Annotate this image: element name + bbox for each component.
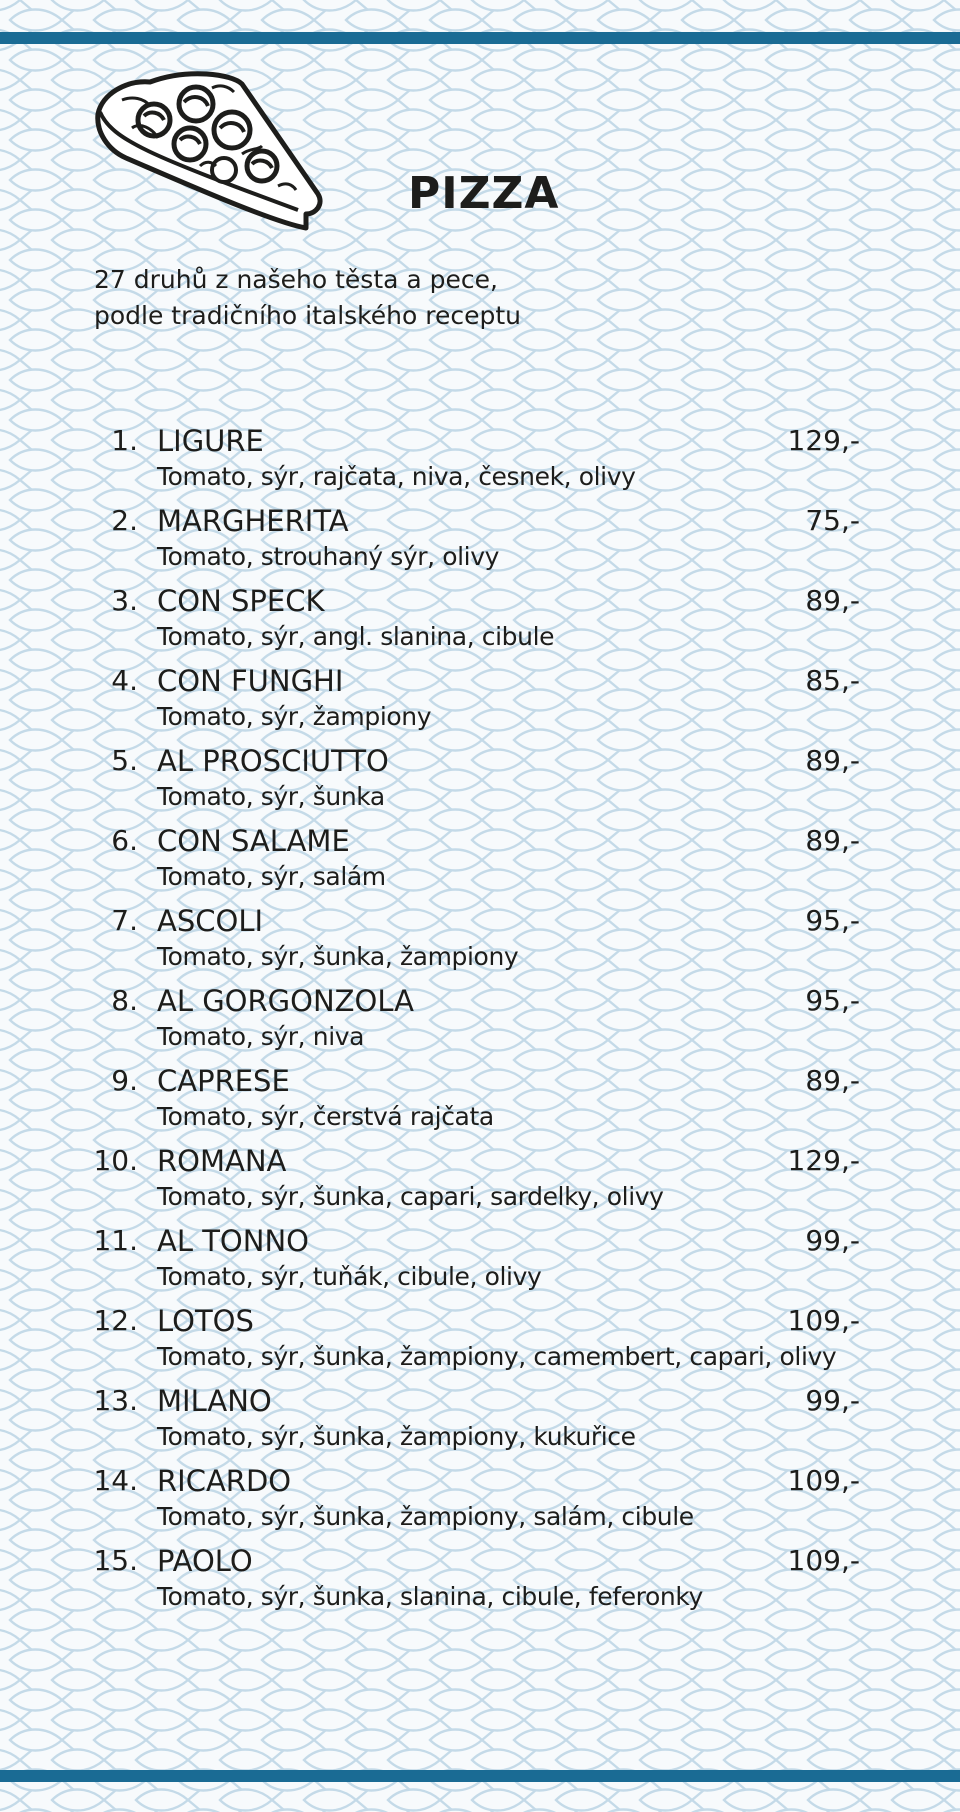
item-price: 75,- xyxy=(805,504,860,537)
item-name: CAPRESE xyxy=(157,1064,290,1098)
item-price: 109,- xyxy=(787,1544,860,1577)
item-name: AL GORGONZOLA xyxy=(157,984,415,1018)
menu-item xyxy=(0,901,960,981)
item-description: Tomato, sýr, niva xyxy=(157,1022,365,1051)
item-name: PAOLO xyxy=(157,1544,253,1578)
item-price: 85,- xyxy=(805,664,860,697)
item-price: 129,- xyxy=(787,424,860,457)
item-name: ASCOLI xyxy=(157,904,264,938)
intro-line-1: 27 druhů z našeho těsta a pece, xyxy=(94,265,498,294)
item-price: 99,- xyxy=(805,1224,860,1257)
item-description: Tomato, strouhaný sýr, olivy xyxy=(157,542,499,571)
item-name: LOTOS xyxy=(157,1304,254,1338)
item-price: 89,- xyxy=(805,824,860,857)
item-name: ROMANA xyxy=(157,1144,287,1178)
menu-item xyxy=(0,1221,960,1301)
item-number: 12. xyxy=(93,1304,138,1337)
menu-item xyxy=(0,1381,960,1461)
item-price: 95,- xyxy=(805,984,860,1017)
item-name: CON FUNGHI xyxy=(157,664,344,698)
item-description: Tomato, sýr, čerstvá rajčata xyxy=(157,1102,494,1131)
item-description: Tomato, sýr, tuňák, cibule, olivy xyxy=(157,1262,542,1291)
item-description: Tomato, sýr, šunka xyxy=(157,782,385,811)
item-number: 11. xyxy=(93,1224,138,1257)
item-name: MARGHERITA xyxy=(157,504,349,538)
pizza-list xyxy=(0,421,960,1621)
menu-item xyxy=(0,821,960,901)
menu-item xyxy=(0,1301,960,1381)
item-number: 15. xyxy=(93,1544,138,1577)
item-name: AL PROSCIUTTO xyxy=(157,744,389,778)
item-number: 1. xyxy=(111,424,138,457)
item-number: 7. xyxy=(111,904,138,937)
menu-item xyxy=(0,1141,960,1221)
item-description: Tomato, sýr, rajčata, niva, česnek, olivy xyxy=(157,462,636,491)
item-description: Tomato, sýr, šunka, slanina, cibule, feferonky xyxy=(157,1582,703,1611)
bottom-border-band xyxy=(0,1770,960,1782)
menu-item xyxy=(0,501,960,581)
item-number: 3. xyxy=(111,584,138,617)
item-number: 6. xyxy=(111,824,138,857)
item-number: 5. xyxy=(111,744,138,777)
intro-line-2: podle tradičního italského receptu xyxy=(94,301,521,330)
item-description: Tomato, sýr, šunka, žampiony, kukuřice xyxy=(157,1422,636,1451)
menu-item xyxy=(0,1461,960,1541)
item-number: 9. xyxy=(111,1064,138,1097)
pizza-slice-icon xyxy=(92,70,328,236)
item-price: 129,- xyxy=(787,1144,860,1177)
menu-item xyxy=(0,581,960,661)
menu-intro xyxy=(94,262,521,334)
item-name: MILANO xyxy=(157,1384,272,1418)
item-description: Tomato, sýr, šunka, capari, sardelky, olivy xyxy=(157,1182,664,1211)
menu-item xyxy=(0,661,960,741)
item-price: 109,- xyxy=(787,1304,860,1337)
item-price: 89,- xyxy=(805,584,860,617)
item-name: RICARDO xyxy=(157,1464,292,1498)
item-number: 14. xyxy=(93,1464,138,1497)
item-number: 10. xyxy=(93,1144,138,1177)
item-price: 89,- xyxy=(805,1064,860,1097)
item-number: 8. xyxy=(111,984,138,1017)
item-name: AL TONNO xyxy=(157,1224,309,1258)
top-border-band xyxy=(0,32,960,44)
menu-item xyxy=(0,1541,960,1621)
item-description: Tomato, sýr, angl. slanina, cibule xyxy=(157,622,555,651)
item-description: Tomato, sýr, šunka, žampiony xyxy=(157,942,519,971)
item-name: CON SALAME xyxy=(157,824,350,858)
item-price: 99,- xyxy=(805,1384,860,1417)
item-price: 95,- xyxy=(805,904,860,937)
item-number: 2. xyxy=(111,504,138,537)
menu-item xyxy=(0,741,960,821)
item-number: 13. xyxy=(93,1384,138,1417)
item-price: 89,- xyxy=(805,744,860,777)
item-description: Tomato, sýr, žampiony xyxy=(157,702,432,731)
menu-item xyxy=(0,1061,960,1141)
menu-item xyxy=(0,981,960,1061)
item-name: CON SPECK xyxy=(157,584,325,618)
page-title: PIZZA xyxy=(408,168,560,219)
item-description: Tomato, sýr, šunka, žampiony, camembert, capari, olivy xyxy=(157,1342,837,1371)
item-number: 4. xyxy=(111,664,138,697)
item-description: Tomato, sýr, salám xyxy=(157,862,386,891)
menu-item xyxy=(0,421,960,501)
item-name: LIGURE xyxy=(157,424,264,458)
item-price: 109,- xyxy=(787,1464,860,1497)
item-description: Tomato, sýr, šunka, žampiony, salám, cibule xyxy=(157,1502,694,1531)
